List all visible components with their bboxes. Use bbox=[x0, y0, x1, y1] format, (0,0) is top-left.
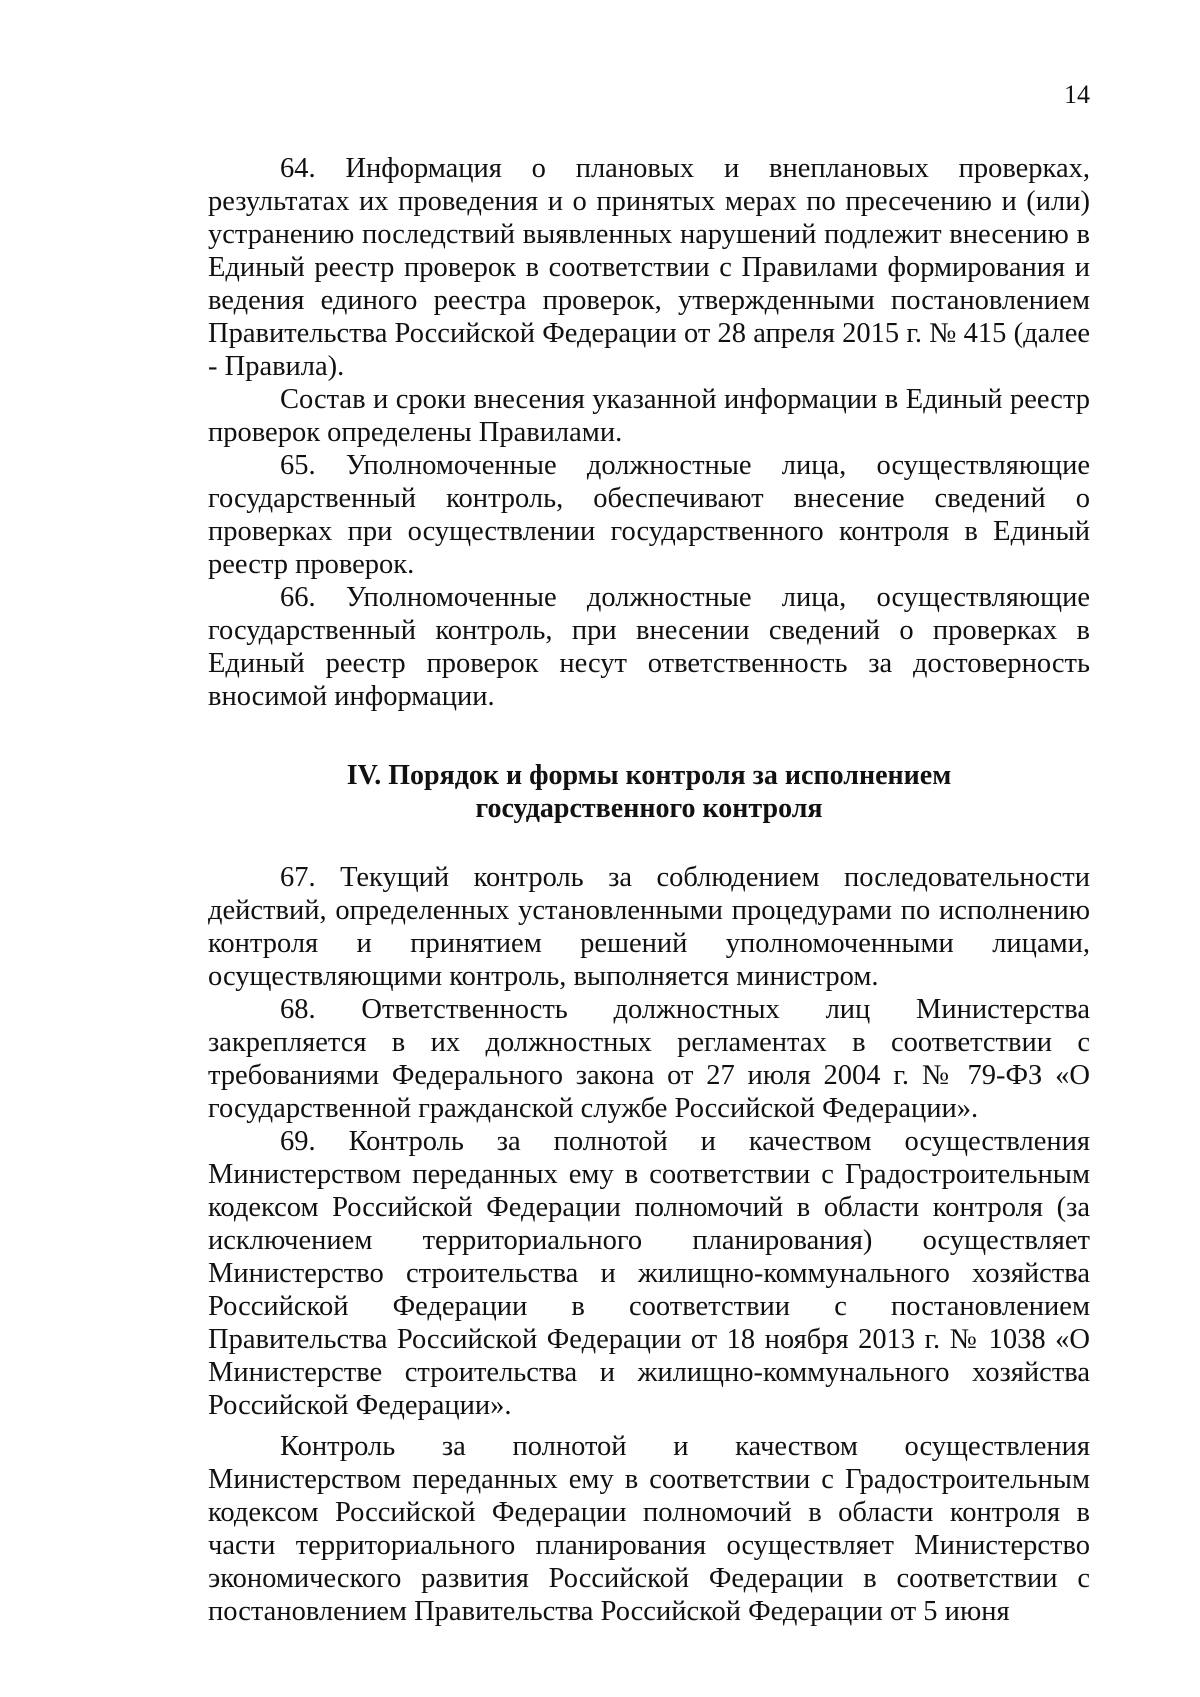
section-heading-line-1: IV. Порядок и формы контроля за исполнением bbox=[346, 760, 952, 791]
paragraph-64-continuation: Состав и сроки внесения указанной информации в Единый реестр проверок определены Правилами. bbox=[208, 384, 1090, 448]
paragraph-67: 67. Текущий контроль за соблюдением последовательности действий, определенных установленными процедурами по исполнению контроля и принятием решений уполномоченными лицами, осуществляющими контроль, выполняется министром. bbox=[208, 862, 1090, 992]
paragraph-69: 69. Контроль за полнотой и качеством осуществления Министерством переданных ему в соответствии с Градостроительным кодексом Российской Федерации полномочий в области контроля (за исключением территориального планирования) осуществляет Министерство строительства и жилищно-коммунального хозяйства Российской Федерации в соответствии с постановлением Правительства Российской Федерации от 18 ноября 2013 г. № 1038 «О Министерстве строительства и жилищно-коммунального хозяйства Российской Федерации». bbox=[208, 1126, 1090, 1421]
document-body bbox=[208, 152, 1090, 1628]
paragraph-64: 64. Информация о плановых и внеплановых проверках, результатах их проведения и о принятых мерах по пресечению и (или) устранению последствий выявленных нарушений подлежит внесению в Единый реестр проверок в соответствии с Правилами формирования и ведения единого реестра проверок, утвержденными постановлением Правительства Российской Федерации от 28 апреля 2015 г. № 415 (далее - Правила). bbox=[208, 153, 1090, 382]
page-number: 14 bbox=[1064, 80, 1090, 109]
paragraph-66: 66. Уполномоченные должностные лица, осуществляющие государственный контроль, при внесении сведений о проверках в Единый реестр проверок несут ответственность за достоверность вносимой информации. bbox=[208, 582, 1090, 712]
section-heading bbox=[208, 759, 1090, 825]
paragraph-65: 65. Уполномоченные должностные лица, осуществляющие государственный контроль, обеспечивают внесение сведений о проверках при осуществлении государственного контроля в Единый реестр проверок. bbox=[208, 450, 1090, 580]
paragraph-68: 68. Ответственность должностных лиц Министерства закрепляется в их должностных регламентах в соответствии с требованиями Федерального закона от 27 июля 2004 г. № 79-ФЗ «О государственной гражданской службе Российской Федерации». bbox=[208, 994, 1090, 1124]
section-heading-line-2: государственного контроля bbox=[475, 793, 823, 824]
paragraph-69-continuation: Контроль за полнотой и качеством осуществления Министерством переданных ему в соответствии с Градостроительным кодексом Российской Федерации полномочий в области контроля в части территориального планирования осуществляет Министерство экономического развития Российской Федерации в соответствии с постановлением Правительства Российской Федерации от 5 июня bbox=[208, 1431, 1090, 1627]
